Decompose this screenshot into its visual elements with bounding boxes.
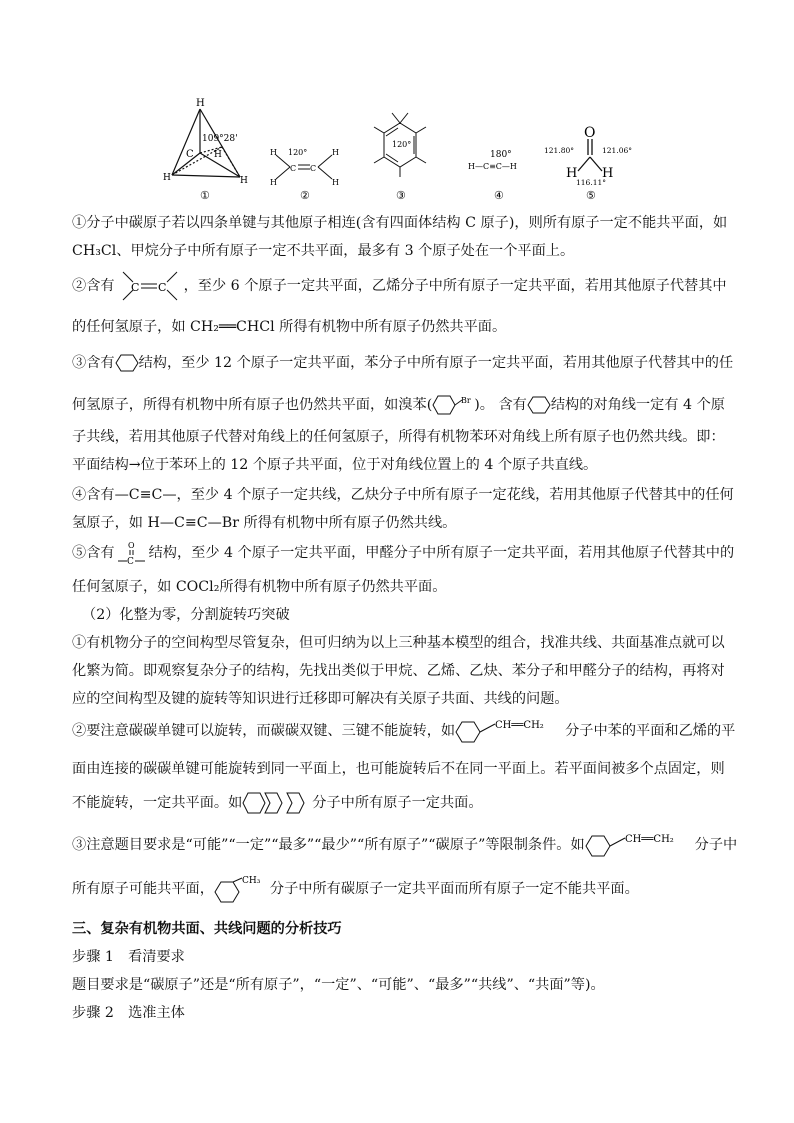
- q2-line-2: 面由连接的碳碳单键可能旋转到同一平面上，也可能旋转后不在同一平面上。若平面间被多个点固定，则: [72, 761, 725, 777]
- q1-line-2: 化繁为简。即观察复杂分子的结构，先找出类似于甲烷、乙烯、乙炔、苯分子和甲醛分子的结构，再将对: [72, 663, 725, 679]
- para-3-line-4: 平面结构→位于苯环上的 12 个原子共平面，位于对角线位置上的 4 个原子共直线。: [72, 457, 598, 473]
- label-2: ②: [300, 189, 310, 202]
- para-2-line-2: 的任何氢原子，如 CH₂══CHCl 所得有机物中所有原子仍然共平面。: [72, 319, 507, 335]
- label-5: ⑤: [586, 189, 596, 202]
- formaldehyde-angle-2: 121.06°: [602, 146, 632, 155]
- para-1-line-1: ①分子中碳原子若以四条单键与其他原子相连(含有四面体结构 C 原子)，则所有原子一定不能共平面，如: [72, 215, 728, 231]
- section-3-title: 三、复杂有机物共面、共线问题的分析技巧: [72, 921, 342, 937]
- svg-text:H: H: [270, 148, 277, 157]
- para-5-line-2: 任何氢原子，如 COCl₂所得有机物中所有原子仍然共平面。: [72, 579, 447, 595]
- ethylene-model: [276, 155, 332, 179]
- methane-h-right: H: [240, 176, 248, 186]
- bromobenzene-icon: [432, 394, 474, 416]
- svg-text:CH══CH₂: CH══CH₂: [624, 834, 674, 845]
- svg-text:CH══CH₂: CH══CH₂: [495, 720, 544, 731]
- para-3-line-2: 何氢原子，所得有机物中所有原子也仍然共平面，如溴苯( Br )。 含有 结构的对角线一定有 4 个原: [72, 388, 732, 422]
- q1-line-1: ①有机物分子的空间构型尽管复杂，但可归纳为以上三种基本模型的组合，找准共线、共面基准点就可以: [72, 635, 725, 651]
- para-5-line-1: ⑤含有 O C 结构，至少 4 个原子一定共平面，甲醛分子中所有原子一定共平面，若用其他原子代替其中的: [72, 541, 735, 567]
- anthracene-icon: [242, 789, 312, 817]
- step-2-title: 步骤 2 选准主体: [72, 1005, 185, 1021]
- formaldehyde-angle-3: 116.11°: [576, 178, 606, 187]
- acetylene-angle: 180°: [490, 150, 512, 160]
- svg-text:CH₃: CH₃: [241, 876, 261, 886]
- svg-text:C: C: [310, 164, 317, 173]
- methane-h-left: H: [163, 173, 171, 183]
- para-3-line-1: ③含有 结构，至少 12 个原子一定共平面，苯分子中所有原子一定共平面，若用其他原子代替其中的任: [72, 355, 734, 371]
- molecule-models-svg: [160, 95, 680, 205]
- acetylene-formula: H—C≡C—H: [468, 162, 517, 171]
- svg-text:C: C: [131, 281, 140, 294]
- para-4-line-2: 氢原子，如 H—C≡C—Br 所得有机物中所有原子仍然共线。: [72, 515, 457, 531]
- toluene-icon: [214, 874, 270, 904]
- label-4: ④: [494, 189, 504, 202]
- molecule-figure: [160, 95, 680, 205]
- methane-h-back: H: [214, 150, 222, 160]
- benzene-ring-icon: [115, 353, 139, 373]
- para-3-line-3: 子共线，若用其他原子代替对角线上的任何氢原子，所得有机物苯环对角线上所有原子也仍然共线。即：: [72, 429, 725, 445]
- q2-line-1: ②要注意碳碳单键可以旋转，而碳碳双键、三键不能旋转，如 CH══CH₂ 分子中苯的平面和乙烯的平: [72, 714, 732, 748]
- methane-angle: 109°28': [202, 134, 238, 144]
- svg-text:H: H: [270, 178, 277, 187]
- para-2-post: ，至少 6 个原子一定共平面，乙烯分子中所有原子一定共平面，若用其他原子代替其中: [183, 278, 727, 294]
- svg-text:H: H: [566, 166, 578, 181]
- svg-text:C: C: [290, 164, 297, 173]
- formaldehyde-o: O: [584, 125, 596, 141]
- formaldehyde-model: [578, 139, 602, 171]
- methane-c: C: [186, 149, 194, 160]
- label-3: ③: [396, 189, 406, 202]
- label-1: ①: [200, 189, 210, 202]
- q2-line-3: 不能旋转，一定共平面。如 分子中所有原子一定共面。: [72, 786, 732, 820]
- svg-text:H: H: [332, 178, 339, 187]
- svg-text:C: C: [158, 281, 167, 294]
- methane-h-top: H: [196, 98, 205, 109]
- svg-text:Br: Br: [461, 396, 471, 405]
- para-2-pre: ②含有: [72, 278, 115, 294]
- q1-line-3: 应的空间构型及键的旋转等知识进行迁移即可解决有关原子共面、共线的问题。: [72, 691, 569, 707]
- q3-line-1: ③注意题目要求是“可能”“一定”“最多”“最少”“所有原子”“碳原子”等限制条件。如 CH══CH₂ 分子中: [72, 828, 732, 862]
- step-1-text: 题目要求是“碳原子”还是“所有原子”，“一定”、“可能”、“最多”“共线”、“共面”等)。: [72, 977, 605, 993]
- carbonyl-structure-icon: [115, 539, 149, 567]
- svg-text:C: C: [126, 557, 134, 567]
- para-1-line-2: CH₃Cl、甲烷分子中所有原子一定不共平面，最多有 3 个原子处在一个平面上。: [72, 243, 575, 259]
- alkene-structure-icon: [119, 268, 179, 304]
- para-2-line-1: [72, 268, 732, 304]
- section-2-title: （2）化整为零，分割旋转巧突破: [82, 607, 290, 623]
- svg-text:H: H: [332, 148, 339, 157]
- styrene-icon-2: [585, 830, 695, 860]
- benzene-angle: 120°: [392, 140, 412, 149]
- ethylene-angle: 120°: [288, 148, 308, 157]
- formaldehyde-angle-1: 121.80°: [544, 146, 574, 155]
- benzene-ring-icon-2: [527, 395, 551, 415]
- q3-line-2: 所有原子可能共平面， CH₃ 分子中所有碳原子一定共平面而所有原子一定不能共平面。: [72, 872, 732, 906]
- svg-text:O: O: [127, 541, 135, 550]
- styrene-icon: [455, 716, 565, 746]
- step-1-title: 步骤 1 看清要求: [72, 949, 185, 965]
- svg-text:H: H: [602, 166, 614, 181]
- para-4-line-1: ④含有—C≡C—，至少 4 个原子一定共线，乙炔分子中所有原子一定花线，若用其他原子代替其中的任何: [72, 487, 734, 503]
